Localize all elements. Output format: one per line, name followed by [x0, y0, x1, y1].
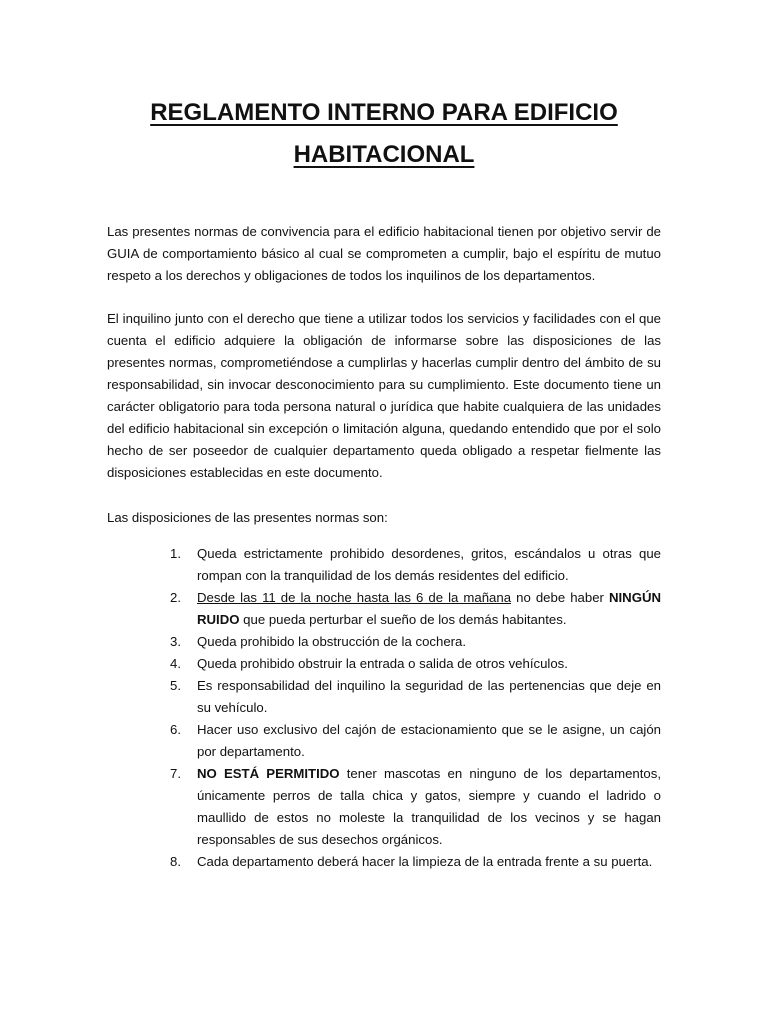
- rule-underlined-text: Desde las 11 de la noche hasta las 6 de la mañana: [197, 590, 512, 605]
- rule-text: tener mascotas en ninguno de los departamentos, únicamente perros de talla chica y gatos, siempre y cuando el ladrido o maullido de estos no moleste la tranquilidad de los vecinos y se hagan responsables de sus desechos orgánicos.: [197, 766, 662, 847]
- list-number: 6.: [170, 722, 181, 737]
- list-item: [170, 851, 661, 873]
- list-item: [170, 675, 661, 719]
- rules-list: [170, 543, 661, 873]
- list-item: [170, 631, 661, 653]
- list-number: 7.: [170, 766, 181, 781]
- list-number: 2.: [170, 590, 181, 605]
- list-number: 5.: [170, 678, 181, 693]
- intro-paragraph: Las presentes normas de convivencia para el edificio habitacional tienen por objetivo servir de GUIA de comportamiento básico al cual se comprometen a cumplir, bajo el espíritu de mutuo respeto a los derechos y obligaciones de todos los inquilinos de los departamentos.: [107, 224, 661, 283]
- obligations-paragraph: El inquilino junto con el derecho que tiene a utilizar todos los servicios y facilidades con el que cuenta el edificio adquiere la obligación de informarse sobre las disposiciones de las presentes normas, comprometiéndose a cumplirlas y hacerlas cumplir dentro del ámbito de su responsabilidad, sin invocar desconocimiento para su cumplimiento. Este documento tiene un carácter obligatorio para toda persona natural o jurídica que habite cualquiera de las unidades del edificio habitacional sin excepción o limitación alguna, quedando entendido que por el solo hecho de ser poseedor de cualquier departamento queda obligado a respetar fielmente las disposiciones establecidas en este documento.: [107, 311, 661, 480]
- rule-text: Queda prohibido la obstrucción de la cochera.: [197, 634, 467, 649]
- list-item: [170, 653, 661, 675]
- rule-text: Queda estrictamente prohibido desordenes, gritos, escándalos u otras que rompan con la tranquilidad de los demás residentes del edificio.: [197, 546, 661, 583]
- rule-text: Queda prohibido obstruir la entrada o salida de otros vehículos.: [197, 656, 568, 671]
- list-number: 8.: [170, 854, 181, 869]
- document-title: [0, 92, 768, 176]
- rule-bold-text: NO ESTÁ PERMITIDO: [197, 766, 340, 781]
- rule-bold-text: NINGÚN RUIDO: [197, 590, 662, 627]
- rule-text: Cada departamento deberá hacer la limpieza de la entrada frente a su puerta.: [197, 854, 653, 869]
- list-number: 3.: [170, 634, 181, 649]
- rule-text: Es responsabilidad del inquilino la seguridad de las pertenencias que deje en su vehículo.: [197, 678, 661, 715]
- list-number: 4.: [170, 656, 181, 671]
- list-item: [170, 587, 661, 631]
- list-item: [170, 719, 661, 763]
- rules-intro: Las disposiciones de las presentes normas son:: [107, 510, 388, 525]
- rule-text: Hacer uso exclusivo del cajón de estacionamiento que se le asigne, un cajón por departamento.: [197, 722, 661, 759]
- list-number: 1.: [170, 546, 181, 561]
- title-line-1: REGLAMENTO INTERNO PARA EDIFICIO: [150, 99, 618, 126]
- rule-text: no debe haber: [511, 590, 609, 605]
- list-item: [170, 543, 661, 587]
- rule-text: que pueda perturbar el sueño de los demás habitantes.: [239, 612, 567, 627]
- title-line-2: HABITACIONAL: [293, 141, 475, 168]
- list-item: [170, 763, 661, 851]
